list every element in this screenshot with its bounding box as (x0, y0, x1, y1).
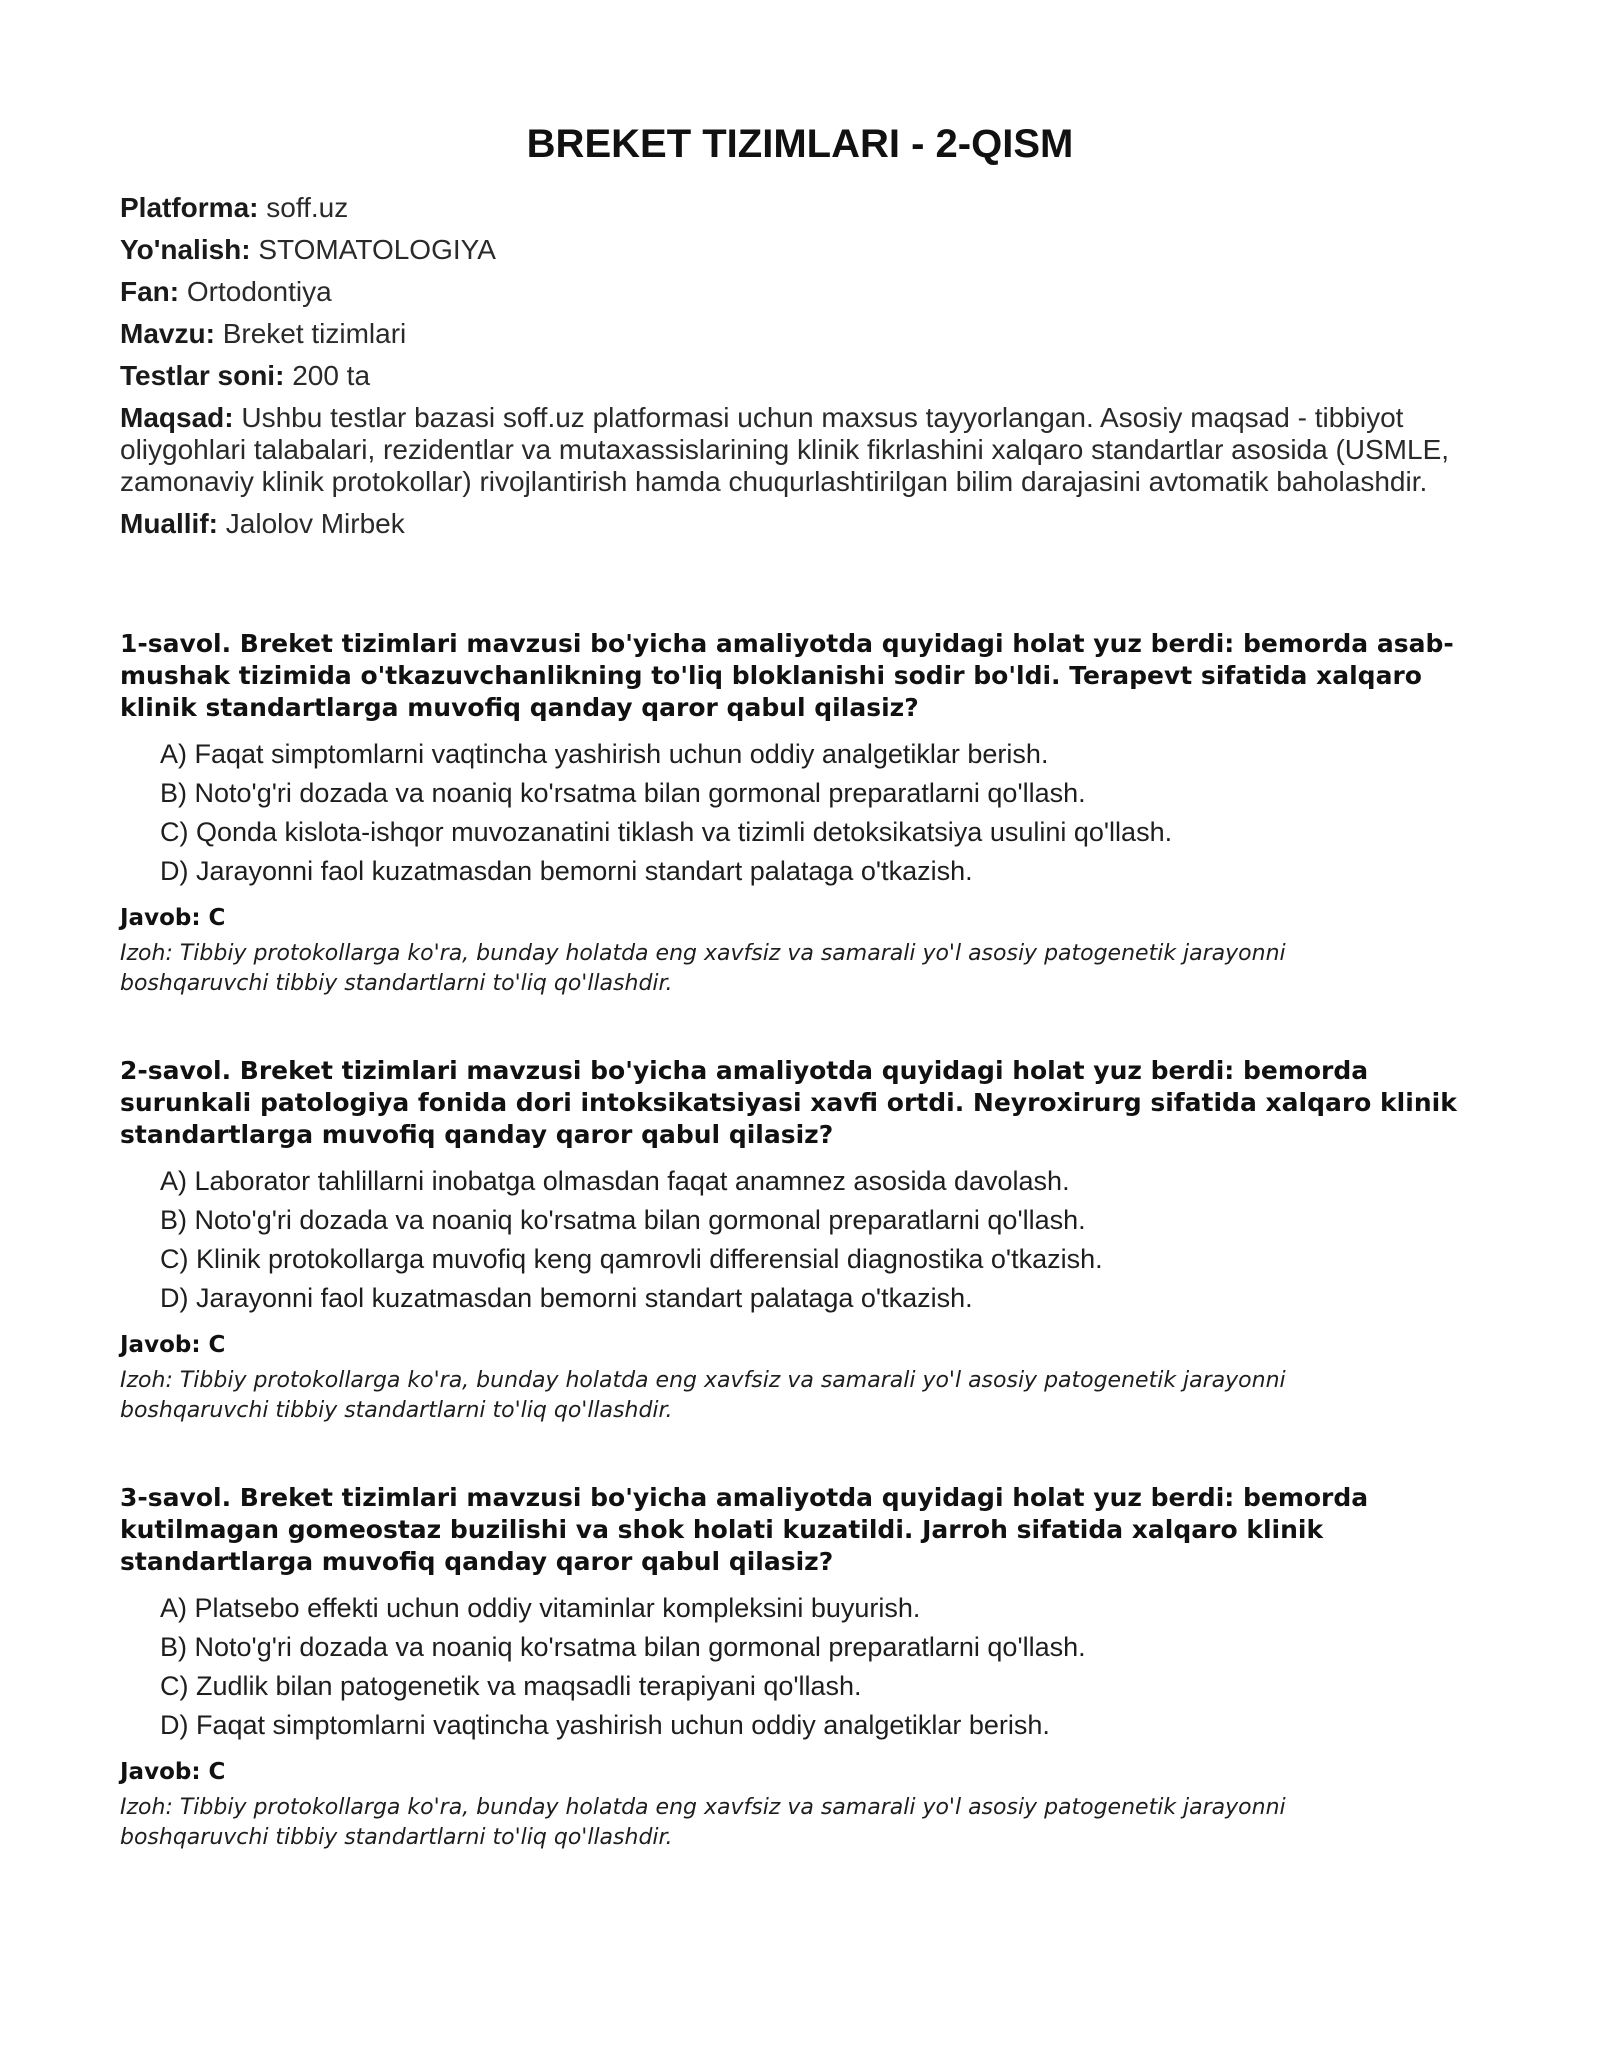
meta-value: Ortodontiya (186, 276, 332, 307)
answer-options (120, 1592, 1480, 1741)
option-d: D) Jarayonni faol kuzatmasdan bemorni standart palataga o'tkazish. (160, 856, 973, 886)
meta-label: Mavzu: (120, 318, 215, 349)
option-d: D) Jarayonni faol kuzatmasdan bemorni standart palataga o'tkazish. (160, 1283, 973, 1313)
meta-purpose (120, 402, 1480, 498)
metadata-block (120, 192, 1480, 540)
meta-value: Ushbu testlar bazasi soff.uz platformasi uchun maxsus tayyorlangan. Asosiy maqsad - tibbiyot oliygohlari talabalari, rezidentlar va mutaxassislarining klinik fikrlashini xalqaro standartlar asosida (USMLE, zamonaviy klinik protokollar) rivojlantirish hamda chuqurlashtirilgan bilim darajasini avtomatik baholashdir. (120, 402, 1450, 497)
meta-topic (120, 318, 1480, 350)
correct-answer: Javob: C (120, 905, 226, 931)
meta-label: Maqsad: (120, 402, 234, 433)
option-b: B) Noto'g'ri dozada va noaniq ko'rsatma bilan gormonal preparatlarni qo'llash. (160, 1632, 1086, 1662)
option-d: D) Faqat simptomlarni vaqtincha yashirish uchun oddiy analgetiklar berish. (160, 1710, 1050, 1740)
meta-label: Testlar soni: (120, 360, 285, 391)
question-text: 1-savol. Breket tizimlari mavzusi bo'yicha amaliyotda quyidagi holat yuz berdi: bemorda asab-mushak tizimida o'tkazuvchanlikning to'liq bloklanishi sodir bo'ldi. Terapevt sifatida xalqaro klinik standartlarga muvofiq qanday qaror qabul qilasiz? (120, 629, 1454, 722)
questions-list (120, 628, 1480, 1853)
question-text: 2-savol. Breket tizimlari mavzusi bo'yicha amaliyotda quyidagi holat yuz berdi: bemorda surunkali patologiya fonida dori intoksikatsiyasi xavfi ortdi. Neyroxirurg sifatida xalqaro klinik standartlarga muvofiq qanday qaror qabul qilasiz? (120, 1056, 1457, 1149)
meta-label: Fan: (120, 276, 180, 307)
question-3 (120, 1482, 1480, 1853)
answer-explanation: Izoh: Tibbiy protokollarga ko'ra, bunday holatda eng xavfsiz va samarali yo'l asosiy patogenetik jarayonni boshqaruvchi tibbiy standartlarni to'liq qo'llashdir. (120, 941, 1286, 996)
option-a: A) Faqat simptomlarni vaqtincha yashirish uchun oddiy analgetiklar berish. (160, 739, 1049, 769)
meta-subject (120, 276, 1480, 308)
meta-label: Muallif: (120, 508, 218, 539)
correct-answer: Javob: C (120, 1332, 226, 1358)
meta-platform (120, 192, 1480, 224)
document-page (120, 120, 1480, 1909)
correct-answer: Javob: C (120, 1759, 226, 1785)
option-c: C) Klinik protokollarga muvofiq keng qamrovli differensial diagnostika o'tkazish. (160, 1244, 1103, 1274)
document-title: BREKET TIZIMLARI - 2-QISM (526, 122, 1074, 166)
meta-author (120, 508, 1480, 540)
question-2 (120, 1055, 1480, 1426)
question-text: 3-savol. Breket tizimlari mavzusi bo'yicha amaliyotda quyidagi holat yuz berdi: bemorda kutilmagan gomeostaz buzilishi va shok holati kuzatildi. Jarroh sifatida xalqaro klinik standartlarga muvofiq qanday qaror qabul qilasiz? (120, 1483, 1369, 1576)
meta-value: Breket tizimlari (222, 318, 407, 349)
meta-direction (120, 234, 1480, 266)
meta-test-count (120, 360, 1480, 392)
answer-explanation: Izoh: Tibbiy protokollarga ko'ra, bunday holatda eng xavfsiz va samarali yo'l asosiy patogenetik jarayonni boshqaruvchi tibbiy standartlarni to'liq qo'llashdir. (120, 1795, 1286, 1850)
question-1 (120, 628, 1480, 999)
meta-value: STOMATOLOGIYA (258, 234, 496, 265)
option-a: A) Laborator tahlillarni inobatga olmasdan faqat anamnez asosida davolash. (160, 1166, 1070, 1196)
option-a: A) Platsebo effekti uchun oddiy vitaminlar kompleksini buyurish. (160, 1593, 921, 1623)
answer-options (120, 1165, 1480, 1314)
answer-explanation: Izoh: Tibbiy protokollarga ko'ra, bunday holatda eng xavfsiz va samarali yo'l asosiy patogenetik jarayonni boshqaruvchi tibbiy standartlarni to'liq qo'llashdir. (120, 1368, 1286, 1423)
meta-label: Yo'nalish: (120, 234, 251, 265)
option-b: B) Noto'g'ri dozada va noaniq ko'rsatma bilan gormonal preparatlarni qo'llash. (160, 778, 1086, 808)
meta-value: 200 ta (292, 360, 371, 391)
answer-options (120, 738, 1480, 887)
option-c: C) Zudlik bilan patogenetik va maqsadli terapiyani qo'llash. (160, 1671, 862, 1701)
meta-value: soff.uz (266, 192, 349, 223)
option-b: B) Noto'g'ri dozada va noaniq ko'rsatma bilan gormonal preparatlarni qo'llash. (160, 1205, 1086, 1235)
meta-value: Jalolov Mirbek (225, 508, 405, 539)
meta-label: Platforma: (120, 192, 259, 223)
option-c: C) Qonda kislota-ishqor muvozanatini tiklash va tizimli detoksikatsiya usulini qo'llash. (160, 817, 1173, 847)
